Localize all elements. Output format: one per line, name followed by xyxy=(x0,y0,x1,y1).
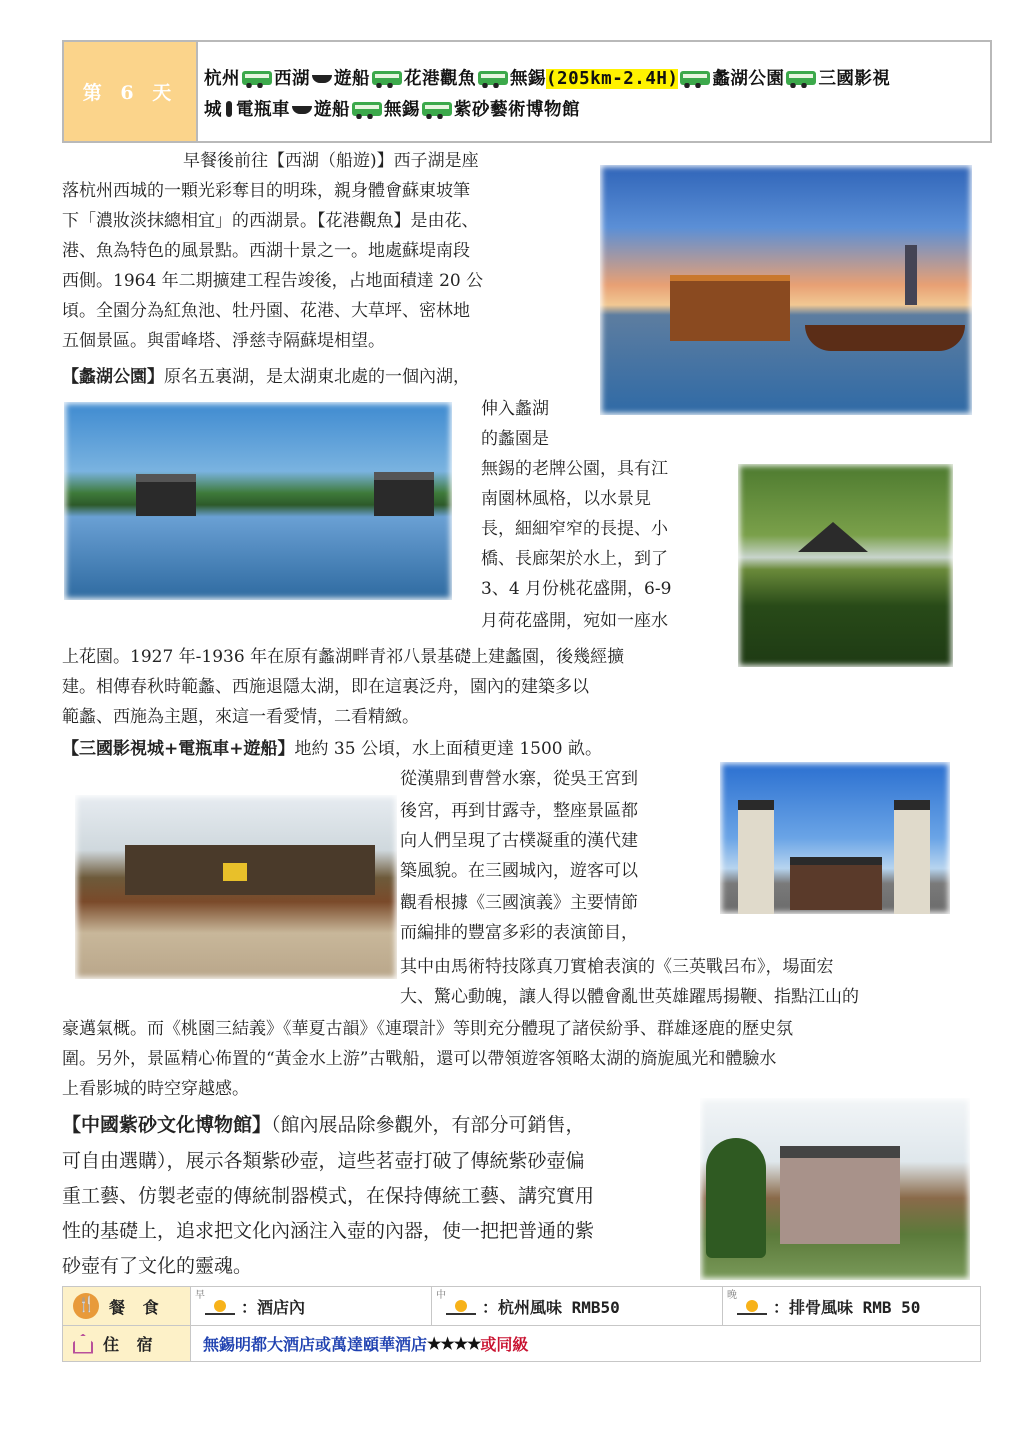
meal-lodging-table xyxy=(62,1286,981,1362)
pavilion-roof-shape xyxy=(798,522,868,552)
route-stop: 蠡湖公園 xyxy=(712,69,785,89)
lihu-intro xyxy=(62,362,470,392)
sanguo-side-line: 從漢鼎到曹營水寨，從吳王宮到 xyxy=(400,769,638,789)
sanguo-side-line: 築風貌。在三國城內，遊客可以 xyxy=(400,861,638,881)
route-stop: 杭州 xyxy=(204,69,240,89)
lunch-tag: 中 xyxy=(436,1290,446,1301)
bus-icon xyxy=(242,71,272,85)
sanguo-side-line: 大、驚心動魄，讓人得以體會亂世英雄躍馬揚鞭、指點江山的 xyxy=(400,987,859,1007)
boat-icon xyxy=(292,106,312,114)
route-stop: 三國影視 xyxy=(818,69,891,89)
sanguo-side-line: 觀看根據《三國演義》主要情節 xyxy=(400,893,638,913)
museum-intro xyxy=(62,1108,585,1143)
pavilion-shape xyxy=(670,275,790,341)
bus-icon xyxy=(680,71,710,85)
museum-line: 可自由選購），展示各類紫砂壺，這些茗壺打破了傳統紫砂壺偏 xyxy=(62,1150,585,1172)
route-distance: (205km-2.4H) xyxy=(546,69,679,89)
pagoda-shape xyxy=(905,245,917,305)
museum-line: 砂壺有了文化的靈魂。 xyxy=(62,1255,253,1277)
westlake-line: 落杭州西城的一顆光彩奪目的明珠，親身體會蘇東坡筆 xyxy=(62,181,470,201)
sanguo-first-line: 地約 35 公頃，水上面積更達 1500 畝。 xyxy=(294,739,603,759)
route-stop: 西湖 xyxy=(274,69,310,89)
breakfast-tag: 早 xyxy=(195,1290,205,1301)
home-icon xyxy=(73,1334,93,1354)
museum-line: 性的基礎上，追求把文化內涵注入壺的內器，使一把把普通的紫 xyxy=(62,1220,595,1242)
lihu-side-line: 月荷花盛開，宛如一座水 xyxy=(481,611,668,631)
sun-icon xyxy=(446,1297,476,1315)
dinner-tag: 晚 xyxy=(727,1290,737,1301)
westlake-line: 五個景區。與雷峰塔、淨慈寺隔蘇堤相望。 xyxy=(62,331,385,351)
route-stop: 遊船 xyxy=(314,100,350,120)
hotel-cell xyxy=(190,1326,980,1361)
sunset-icon xyxy=(737,1297,767,1315)
route-stop: 城 xyxy=(204,100,222,120)
route-stop: 無錫 xyxy=(384,100,420,120)
lihu-side-line: 伸入蠡湖 xyxy=(481,399,549,419)
bus-icon xyxy=(352,102,382,116)
westlake-line: 下「濃妝淡抹總相宜」的西湖景。【花港觀魚】是由花、 xyxy=(62,211,479,231)
lodging-label: 住 宿 xyxy=(103,1335,157,1354)
westlake-line: 港、魚為特色的風景點。西湖十景之一。地處蘇堤南段 xyxy=(62,241,470,261)
lihu-title: 【蠡湖公園】 xyxy=(62,367,164,387)
li-garden-photo xyxy=(738,464,953,667)
sunrise-icon xyxy=(205,1297,235,1315)
meal-label: 餐 食 xyxy=(109,1297,163,1317)
dinner-value: ：排骨風味 RMB 50 xyxy=(773,1297,921,1317)
route-summary xyxy=(198,42,990,141)
day-label: 第 6 天 xyxy=(64,42,198,141)
lihu-line: 建。相傳春秋時範蠡、西施退隱太湖，即在這裏泛舟，園內的建築多以 xyxy=(62,677,589,697)
lodging-header xyxy=(63,1326,190,1361)
lunch-cell xyxy=(431,1287,722,1325)
meal-row xyxy=(62,1286,981,1326)
route-stop: 花港觀魚 xyxy=(404,69,476,89)
gate-tower-shape xyxy=(738,800,774,914)
bus-icon xyxy=(786,71,816,85)
sanguo-side-line: 後宮，再到甘露寺，整座景區都 xyxy=(400,801,638,821)
westlake-line: 早餐後前往【西湖（船遊)】西子湖是座 xyxy=(183,151,479,171)
star-rating: ★★★★ xyxy=(427,1334,481,1353)
flag-shape xyxy=(223,863,247,881)
e-bike-icon xyxy=(226,101,232,117)
lihu-park-photo xyxy=(64,402,452,600)
lunch-value: ：杭州風味 RMB50 xyxy=(482,1297,620,1317)
museum-line: （館內展品除參觀外，有部分可銷售， xyxy=(271,1114,585,1136)
lihu-side-line: 3、4 月份桃花盛開，6-9 xyxy=(481,579,672,599)
west-lake-photo xyxy=(600,165,972,415)
lihu-side-line: 橋、長廊架於水上，到了 xyxy=(481,549,668,569)
sanguo-side-line: 向人們呈現了古樸凝重的漢代建 xyxy=(400,831,638,851)
museum-line: 重工藝、仿製老壺的傳統制器模式，在保持傳統工藝、講究實用 xyxy=(62,1185,595,1207)
lihu-line: 上花園。1927 年-1936 年在原有蠡湖畔青祁八景基礎上建蠡園，後幾經擴 xyxy=(62,647,625,667)
sanguo-side-line: 而編排的豐富多彩的表演節目， xyxy=(400,923,638,943)
three-kingdoms-gate-photo xyxy=(720,762,950,914)
breakfast-cell xyxy=(190,1287,431,1325)
lihu-side-line: 長，細細窄窄的長提、小 xyxy=(481,519,668,539)
tree-shape xyxy=(706,1138,766,1258)
pavilion-shape xyxy=(136,474,196,516)
fort-shape xyxy=(125,845,375,895)
route-stop: 遊船 xyxy=(334,69,370,89)
sanguo-line: 上看影城的時空穿越感。 xyxy=(62,1079,249,1099)
hotel-name: 無錫明都大酒店或萬達頤華酒店 xyxy=(203,1335,428,1354)
lodging-row xyxy=(62,1326,981,1362)
lihu-side-line: 的蠡園是 xyxy=(481,429,549,449)
sanguo-line: 豪邁氣概。而《桃園三結義》《華夏古韻》《連環計》等則充分體現了諸侯紛爭、群雄逐鹿的歷史氛 xyxy=(62,1019,793,1039)
route-stop: 無錫 xyxy=(510,69,546,89)
breakfast-value: ：酒店內 xyxy=(241,1297,306,1317)
museum-building-shape xyxy=(780,1146,900,1244)
boat-shape xyxy=(805,325,965,351)
lihu-side-line: 南園林風格，以水景見 xyxy=(481,489,651,509)
lihu-first-line: 原名五裏湖，是太湖東北處的一個內湖， xyxy=(164,367,470,387)
purple-clay-museum-photo xyxy=(700,1098,970,1280)
westlake-line: 西側。1964 年二期擴建工程告竣後，占地面積達 20 公 xyxy=(62,271,484,291)
gate-tower-shape xyxy=(894,800,930,914)
route-stop: 紫砂藝術博物館 xyxy=(454,100,580,120)
route-stop: 電瓶車 xyxy=(236,100,290,120)
westlake-line: 頃。全園分為紅魚池、牡丹園、花港、大草坪、密林地 xyxy=(62,301,470,321)
sanguo-intro xyxy=(62,734,602,764)
museum-title: 【中國紫砂文化博物館】 xyxy=(62,1114,272,1136)
dinner-cell xyxy=(722,1287,980,1325)
lihu-side-line: 無錫的老牌公園，具有江 xyxy=(481,459,668,479)
sanguo-line: 圍。另外，景區精心佈置的“黃金水上游”古戰船，還可以帶領遊客領略太湖的旖旎風光和體驗水 xyxy=(62,1049,777,1069)
bus-icon xyxy=(422,102,452,116)
hall-shape xyxy=(790,857,882,910)
sanguo-side-line: 其中由馬術特技隊真刀實槍表演的《三英戰呂布》，場面宏 xyxy=(400,957,834,977)
lihu-line: 範蠡、西施為主題，來這一看愛情，二看精緻。 xyxy=(62,707,419,727)
day-header xyxy=(62,40,992,143)
pavilion-shape xyxy=(374,472,434,516)
sanguo-title: 【三國影視城+電瓶車+遊船】 xyxy=(62,739,295,759)
boat-icon xyxy=(312,75,332,83)
bus-icon xyxy=(478,71,508,85)
utensils-icon xyxy=(73,1293,99,1319)
or-equivalent: 或同級 xyxy=(480,1335,529,1354)
meal-header xyxy=(63,1287,190,1325)
bus-icon xyxy=(372,71,402,85)
horse-show-photo xyxy=(75,795,397,979)
